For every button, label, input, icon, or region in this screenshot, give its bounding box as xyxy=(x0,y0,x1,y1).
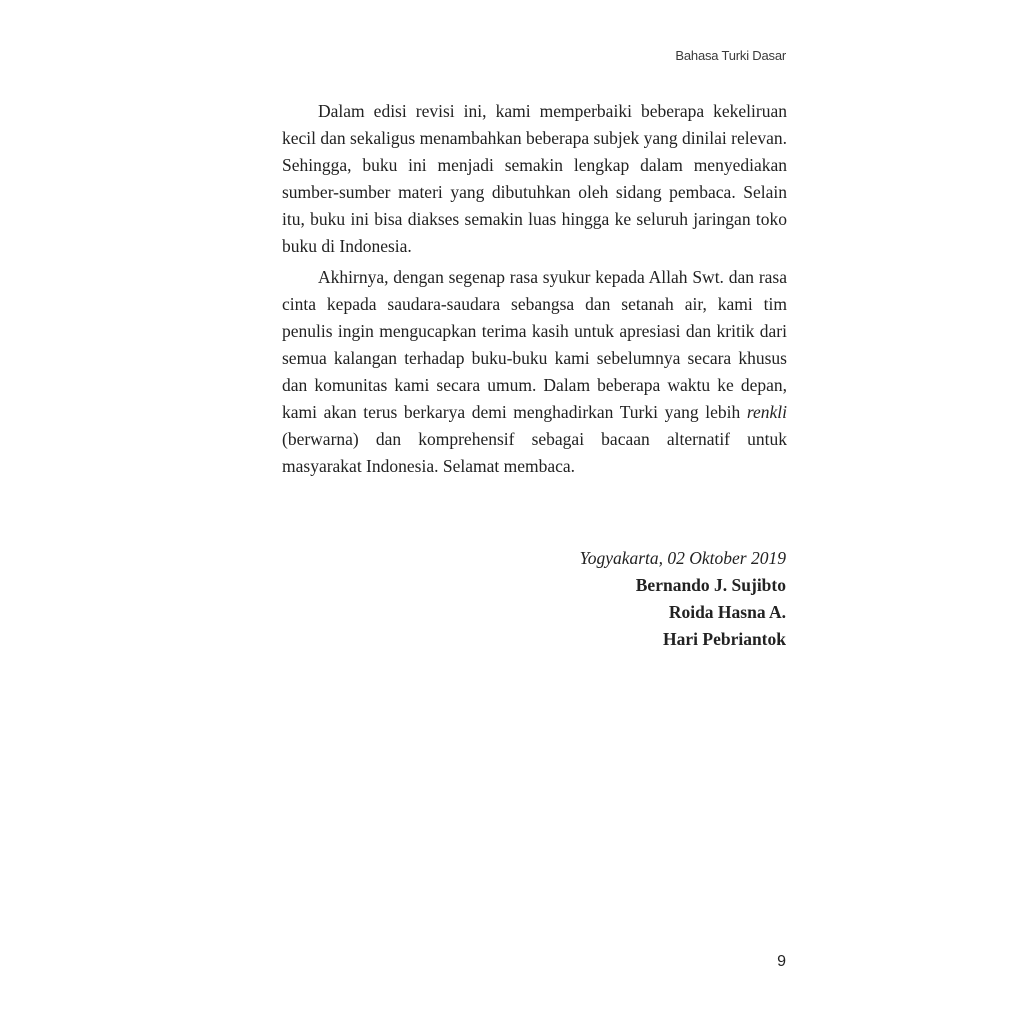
author-name: Hari Pebriantok xyxy=(663,629,786,649)
place-date: Yogyakarta, 02 Oktober 2019 xyxy=(579,548,786,568)
page-number: 9 xyxy=(777,953,786,970)
author-name: Roida Hasna A. xyxy=(668,602,786,622)
paragraph-2-text-start: Akhirnya, dengan segenap rasa syukur kepada Allah Swt. dan rasa cinta kepada saudara-saudara sebangsa dan setanah air, kami tim penulis ingin mengucapkan terima kasih untuk apresiasi dan kritik dari semua kalangan terhadap buku-buku kami sebelumnya secara khusus dan komunitas kami secara umum. Dalam beberapa waktu ke depan, kami akan terus berkarya demi menghadirkan Turki yang lebih xyxy=(282,267,787,422)
author-name: Bernando J. Sujibto xyxy=(635,575,786,595)
paragraph-1: Dalam edisi revisi ini, kami memperbaiki beberapa kekeliruan kecil dan sekaligus menambahkan beberapa subjek yang dinilai relevan. Sehingga, buku ini menjadi semakin lengkap dalam menyediakan sumber-sumber materi yang dibutuhkan oleh sidang pembaca. Selain itu, buku ini bisa diakses semakin luas hingga ke seluruh jaringan toko buku di Indonesia. xyxy=(282,101,787,256)
italic-term: renkli xyxy=(746,402,787,422)
running-header: Bahasa Turki Dasar xyxy=(675,48,786,63)
signoff xyxy=(580,545,786,653)
paragraph-2 xyxy=(282,264,787,480)
body-text xyxy=(282,98,787,484)
paragraph-2-text-end: (berwarna) dan komprehensif sebagai bacaan alternatif untuk masyarakat Indonesia. Selamat membaca. xyxy=(282,429,787,476)
